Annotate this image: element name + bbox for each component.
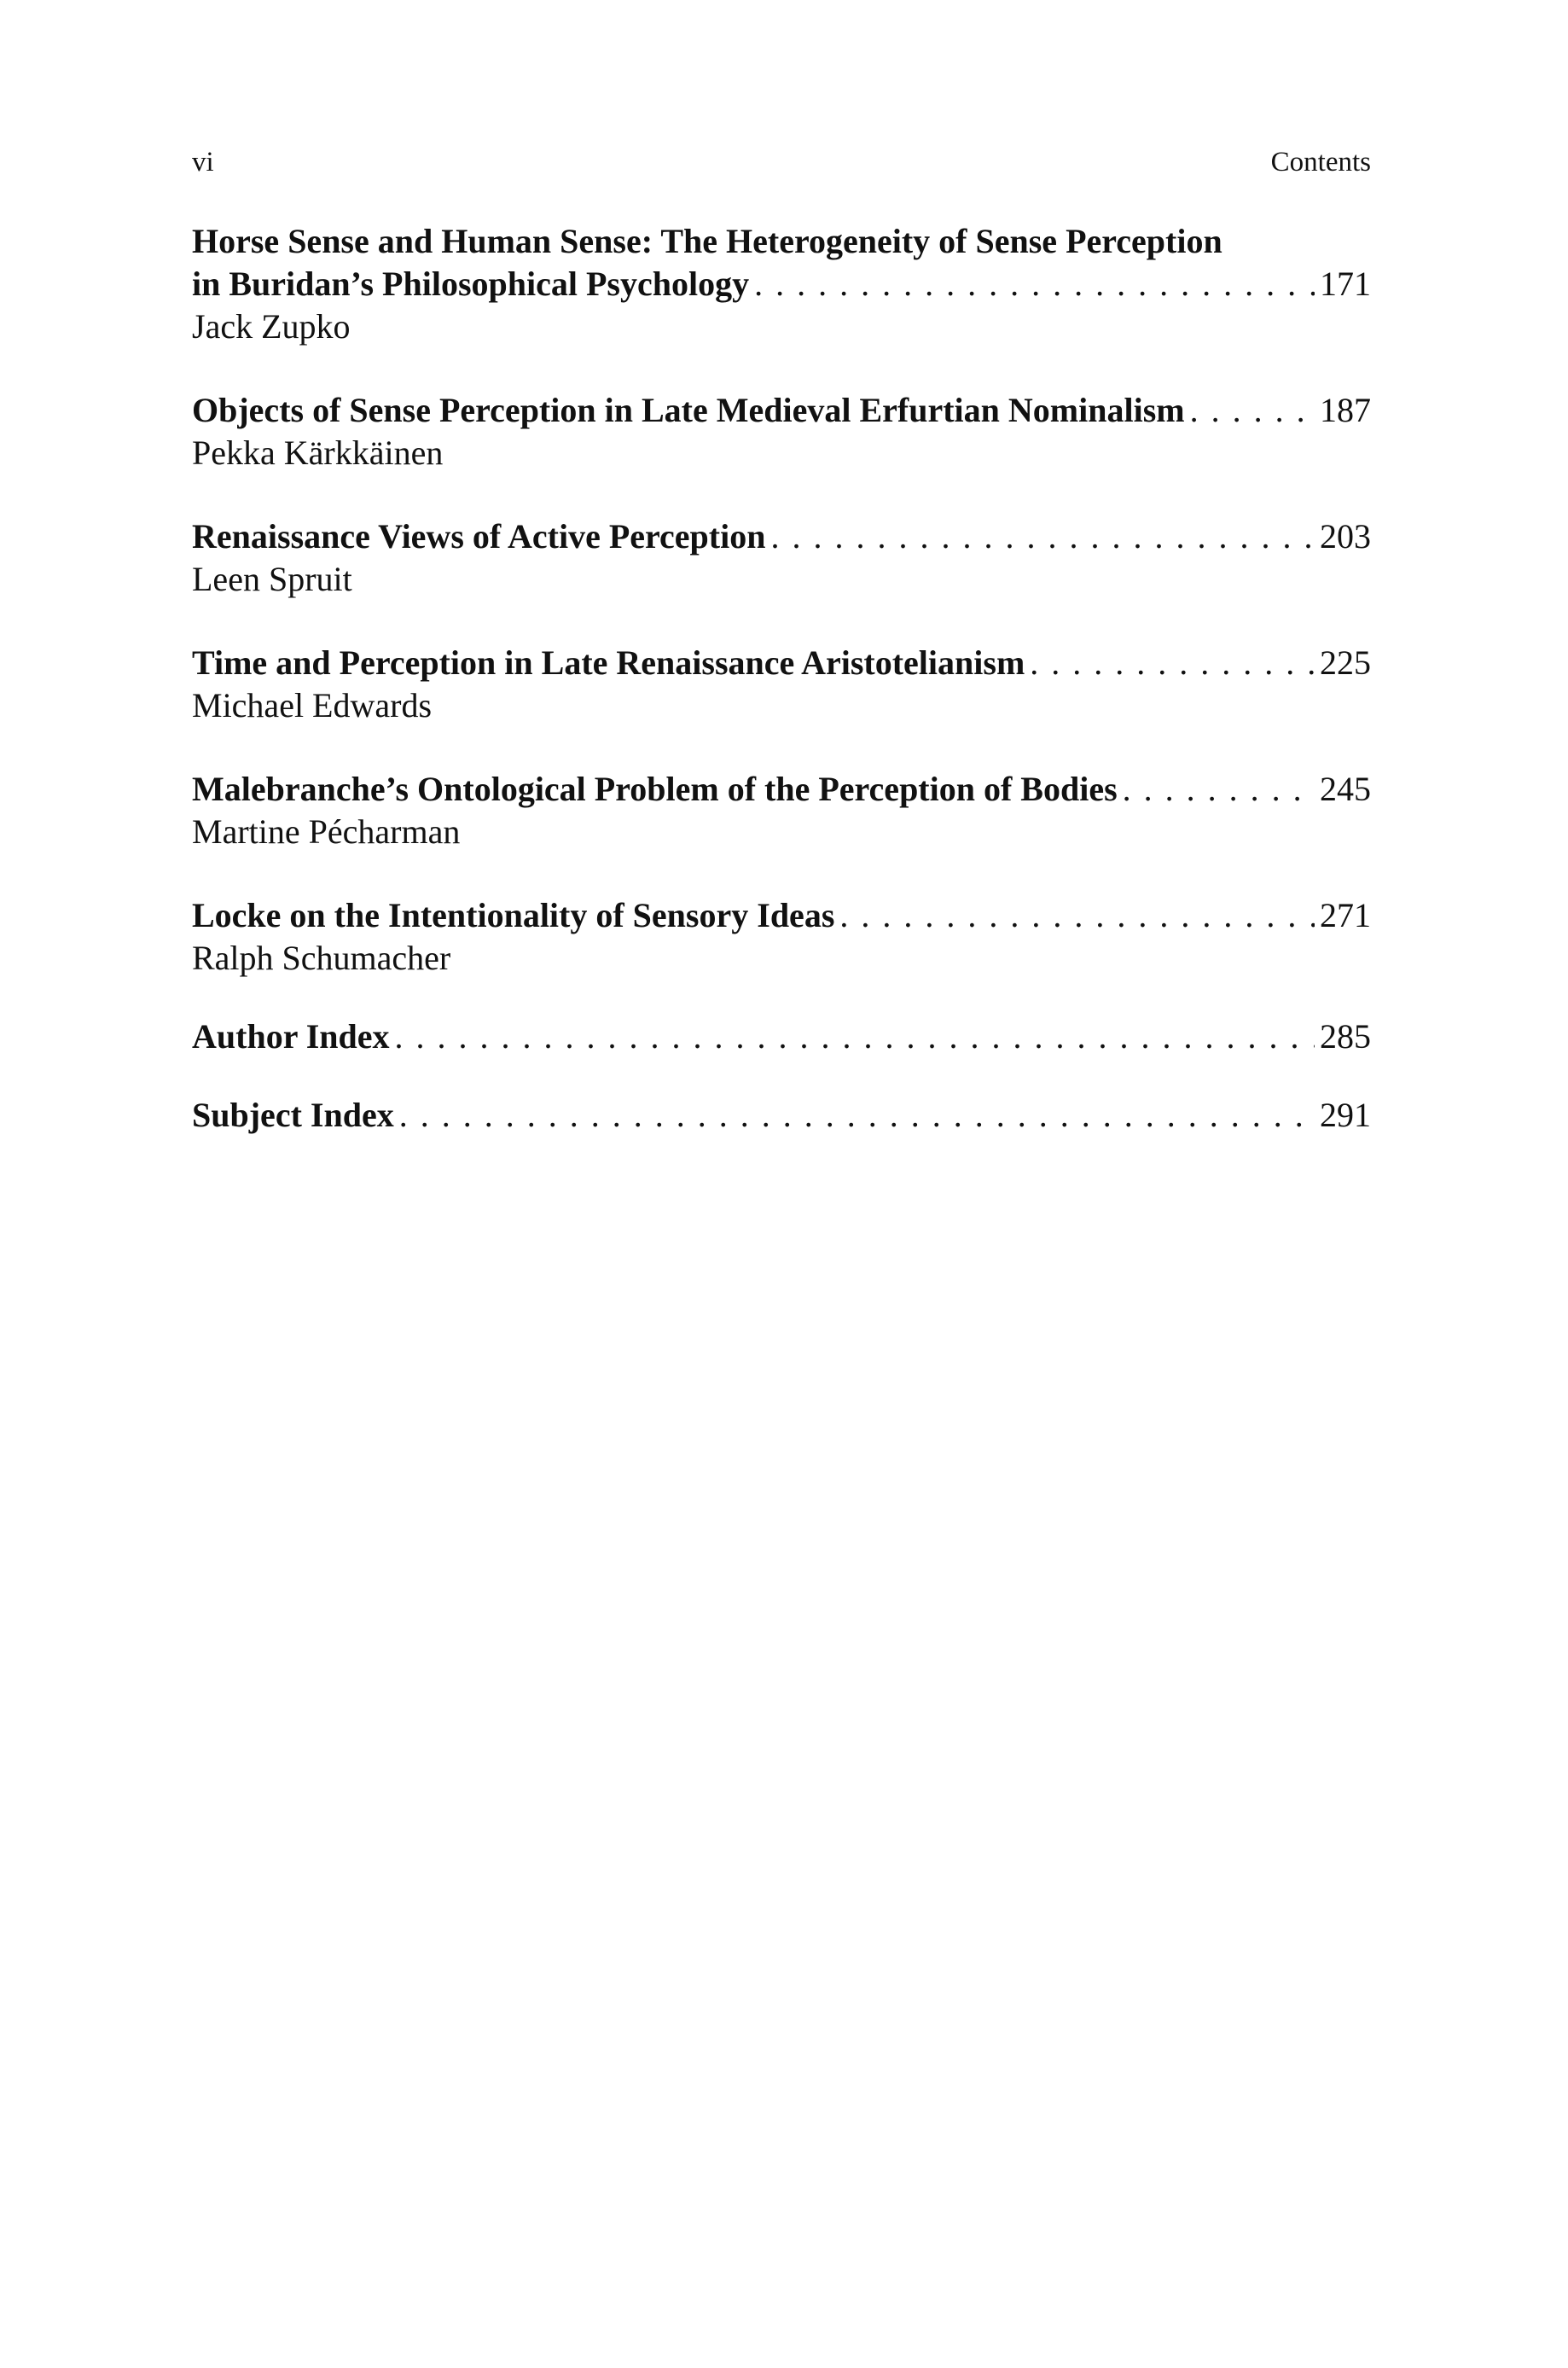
- toc-entry-title-row: [192, 642, 1371, 684]
- table-of-contents: [192, 220, 1371, 1137]
- toc-entry-page: 291: [1320, 1096, 1371, 1134]
- toc-entry-page: 271: [1320, 896, 1371, 934]
- dot-leader: [839, 894, 1315, 937]
- toc-entry-title-row: [192, 263, 1371, 305]
- toc-entry-title: in Buridan’s Philosophical Psychology: [192, 265, 750, 303]
- toc-entry-page: 171: [1320, 265, 1371, 303]
- toc-entry-title-row: [192, 768, 1371, 811]
- toc-entry-title: Author Index: [192, 1017, 390, 1056]
- dot-leader: [1030, 642, 1315, 684]
- toc-entry[interactable]: [192, 389, 1371, 474]
- toc-entry-page: 245: [1320, 770, 1371, 808]
- toc-entry-title-row: [192, 515, 1371, 558]
- toc-entry[interactable]: [192, 768, 1371, 853]
- toc-entry-title-line: Horse Sense and Human Sense: The Heterogeneity of Sense Perception: [192, 222, 1222, 260]
- toc-entry-title-row: [192, 1015, 1371, 1058]
- toc-entry-title: Locke on the Intentionality of Sensory Ideas: [192, 896, 835, 934]
- toc-entry[interactable]: [192, 515, 1371, 601]
- toc-entry-author: Pekka Kärkkäinen: [192, 433, 444, 472]
- toc-entry-page: 203: [1320, 517, 1371, 556]
- toc-entry-title: Malebranche’s Ontological Problem of the Perception of Bodies: [192, 770, 1118, 808]
- toc-entry-page: 285: [1320, 1017, 1371, 1056]
- toc-entry[interactable]: [192, 894, 1371, 980]
- toc-entry-title-row: [192, 389, 1371, 432]
- dot-leader: [1123, 768, 1315, 811]
- toc-entry-author: Martine Pécharman: [192, 812, 461, 851]
- running-head: Contents: [1270, 147, 1371, 177]
- toc-entry[interactable]: [192, 220, 1371, 348]
- toc-entry[interactable]: [192, 1094, 1371, 1137]
- toc-entry-page: 187: [1320, 391, 1371, 429]
- toc-entry-title-row: [192, 1094, 1371, 1137]
- dot-leader: [770, 515, 1315, 558]
- toc-entry[interactable]: [192, 1015, 1371, 1058]
- dot-leader: [1190, 389, 1315, 432]
- toc-entry-title: Objects of Sense Perception in Late Medieval Erfurtian Nominalism: [192, 391, 1185, 429]
- toc-entry-author: Michael Edwards: [192, 686, 433, 724]
- toc-entry-title: Subject Index: [192, 1096, 394, 1134]
- dot-leader: [754, 263, 1315, 305]
- dot-leader: [395, 1015, 1315, 1058]
- toc-entry-page: 225: [1320, 643, 1371, 682]
- page-number: vi: [192, 147, 214, 177]
- page-header: [192, 147, 1371, 181]
- toc-entry[interactable]: [192, 642, 1371, 727]
- toc-entry-author: Leen Spruit: [192, 560, 352, 598]
- dot-leader: [399, 1094, 1315, 1137]
- toc-entry-title: Time and Perception in Late Renaissance Aristotelianism: [192, 643, 1025, 682]
- toc-entry-title-row: [192, 894, 1371, 937]
- toc-entry-title: Renaissance Views of Active Perception: [192, 517, 766, 556]
- toc-entry-author: Jack Zupko: [192, 307, 351, 346]
- toc-entry-author: Ralph Schumacher: [192, 939, 451, 977]
